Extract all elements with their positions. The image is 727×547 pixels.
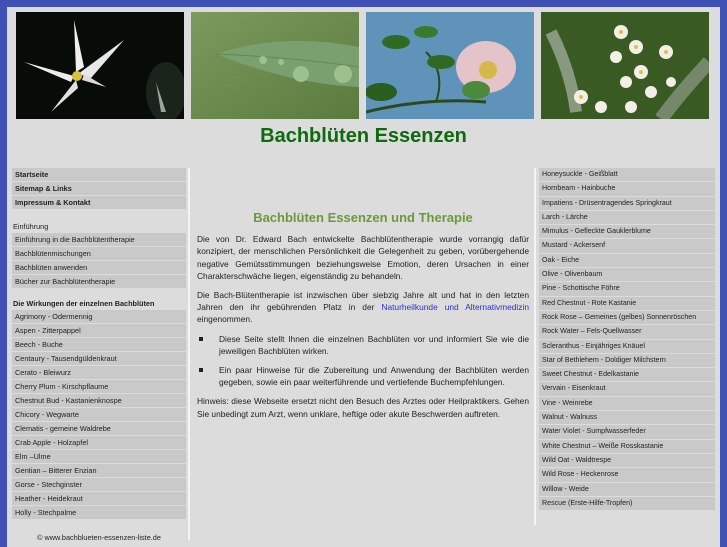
- nav-flower-item[interactable]: Wild Rose - Heckenrose: [539, 468, 715, 481]
- nav-flower-item[interactable]: Hornbeam - Hainbuche: [539, 182, 715, 195]
- nav-flower-item[interactable]: Holly - Stechpalme: [12, 506, 186, 519]
- history-text: Die Bach-Blütentherapie ist inzwischen über siebzig Jahre alt und hat in den letzten Jahren den ihr gebührenden Platz in der: [197, 290, 529, 313]
- nav-flower-item[interactable]: Heather - Heidekraut: [12, 492, 186, 505]
- site-title: Bachblüten Essenzen: [260, 125, 467, 147]
- feature-list: [197, 333, 529, 389]
- nav-impressum-kontakt[interactable]: Impressum & Kontakt: [12, 196, 186, 209]
- nav-flower-item[interactable]: Chestnut Bud - Kastanienknospe: [12, 394, 186, 407]
- nav-flower-item[interactable]: Gentian – Bitterer Enzian: [12, 464, 186, 477]
- nav-intro-item[interactable]: Bücher zur Bachblütentherapie: [12, 275, 186, 288]
- header-photo-strip: [16, 12, 716, 120]
- leaf-with-water-drops-photo: [191, 12, 359, 119]
- disclaimer-paragraph: Hinweis: diese Webseite ersetzt nicht den Besuch des Arztes oder Heilpraktikers. Gehen Sie unbedingt zum Arzt, wenn unklare, heftige oder akute Beschwerden auftreten.: [197, 396, 529, 419]
- nav-flower-item[interactable]: Olive - Olivenbaum: [539, 268, 715, 281]
- nav-flower-item[interactable]: Oak - Eiche: [539, 254, 715, 267]
- nav-flower-item[interactable]: Water Violet - Sumpfwasserfeder: [539, 425, 715, 438]
- nav-flower-item[interactable]: Vervain - Eisenkraut: [539, 382, 715, 395]
- section-heading-wirkungen: Die Wirkungen der einzelnen Bachblüten: [13, 299, 155, 308]
- nav-sitemap-links[interactable]: Sitemap & Links: [12, 182, 186, 195]
- nav-flower-item[interactable]: Pine - Schottische Föhre: [539, 282, 715, 295]
- white-blossom-cluster-photo: [541, 12, 709, 119]
- nav-flower-item[interactable]: Clematis - gemeine Waldrebe: [12, 422, 186, 435]
- nav-flower-item[interactable]: Willow - Weide: [539, 483, 715, 496]
- nav-flower-item[interactable]: Rock Water – Fels-Quellwasser: [539, 325, 715, 338]
- nav-flower-item[interactable]: White Chestnut – Weiße Rosskastanie: [539, 440, 715, 453]
- nav-flower-item[interactable]: Agrimony - Odermennig: [12, 310, 186, 323]
- copyright-text: © www.bachblueten-essenzen-liste.de: [37, 533, 161, 542]
- feature-text: Diese Seite stellt Ihnen die einzelnen Bachblüten vor und informiert Sie wie die jeweiligen Bachblüten wirken.: [219, 333, 529, 356]
- section-heading-einfuehrung: Einführung: [13, 222, 49, 231]
- left-sidebar: [12, 168, 186, 520]
- nav-intro-item[interactable]: Bachblütenmischungen: [12, 247, 186, 260]
- nav-flower-item[interactable]: Rock Rose – Gemeines (gelbes) Sonnenröschen: [539, 311, 715, 324]
- page-container: [7, 7, 720, 547]
- feature-text: Ein paar Hinweise für die Zubereitung und Anwendung der Bachblüten werden gegeben, sowie ein paar weiterführende und vertiefende Buchempfehlungen.: [219, 365, 529, 388]
- nav-flower-item[interactable]: Red Chestnut - Rote Kastanie: [539, 297, 715, 310]
- intro-paragraph: Die von Dr. Edward Bach entwickelte Bachblütentherapie wurde vorrangig dafür konzipiert, der menschlichen Persönlichkeit die Gelegenheit zu geben, vorübergehende negative Gemütsstimmungen beziehungsweise Emotion, deren Ursachen in einer Charakterschwäche liegen, eigenständig zu behandeln.: [197, 234, 529, 281]
- nav-intro-item[interactable]: Einführung in die Bachblütentherapie: [12, 233, 186, 246]
- nav-flower-item[interactable]: Elm –Ulme: [12, 450, 186, 463]
- nav-flower-item[interactable]: Star of Bethlehem - Doldiger Milchstern: [539, 354, 715, 367]
- nav-flower-item[interactable]: Walnut - Walnuss: [539, 411, 715, 424]
- main-content: [197, 212, 529, 427]
- nav-intro-item[interactable]: Bachblüten anwenden: [12, 261, 186, 274]
- feature-list-item: [197, 364, 529, 388]
- nav-flower-item[interactable]: Larch - Lärche: [539, 211, 715, 224]
- square-bullet-icon: [199, 337, 203, 341]
- history-paragraph: [197, 289, 529, 326]
- content-heading: Bachblüten Essenzen und Therapie: [253, 210, 473, 225]
- column-divider: [188, 168, 190, 540]
- nav-rescue-item[interactable]: Rescue (Erste-Hilfe-Tropfen): [539, 497, 715, 510]
- history-text-end: eingenommen.: [197, 314, 253, 325]
- nav-flower-item[interactable]: Scleranthus - Einjähriges Knäuel: [539, 340, 715, 353]
- nav-flower-item[interactable]: Mustard - Ackersenf: [539, 239, 715, 252]
- nav-flower-item[interactable]: Vine - Weinrebe: [539, 397, 715, 410]
- nav-flower-item[interactable]: Beech - Buche: [12, 338, 186, 351]
- right-sidebar: [539, 168, 715, 511]
- nav-flower-item[interactable]: Sweet Chestnut - Edelkastanie: [539, 368, 715, 381]
- nav-startseite[interactable]: Startseite: [12, 168, 186, 181]
- nav-flower-item[interactable]: Cerato - Bleiwurz: [12, 366, 186, 379]
- nav-flower-item[interactable]: Wild Oat - Waldtrespe: [539, 454, 715, 467]
- feature-list-item: [197, 333, 529, 357]
- column-divider: [534, 168, 536, 525]
- naturheilkunde-link[interactable]: Naturheilkunde und Alternativmedizin: [381, 302, 529, 313]
- nav-flower-item[interactable]: Chicory - Wegwarte: [12, 408, 186, 421]
- nav-flower-item[interactable]: Centaury - Tausendgüldenkraut: [12, 352, 186, 365]
- nav-flower-item[interactable]: Honeysuckle - Geißblatt: [539, 168, 715, 181]
- nav-flower-item[interactable]: Mimulus - Gefleckte Gauklerblume: [539, 225, 715, 238]
- wild-rose-sky-photo: [366, 12, 534, 119]
- nav-flower-item[interactable]: Aspen - Zitterpappel: [12, 324, 186, 337]
- square-bullet-icon: [199, 368, 203, 372]
- nav-flower-item[interactable]: Gorse - Stechginster: [12, 478, 186, 491]
- nav-flower-item[interactable]: Crab Apple - Holzapfel: [12, 436, 186, 449]
- nav-flower-item[interactable]: Impatiens - Drüsentragendes Springkraut: [539, 197, 715, 210]
- white-star-flower-photo: [16, 12, 184, 119]
- nav-flower-item[interactable]: Cherry Plum - Kirschpflaume: [12, 380, 186, 393]
